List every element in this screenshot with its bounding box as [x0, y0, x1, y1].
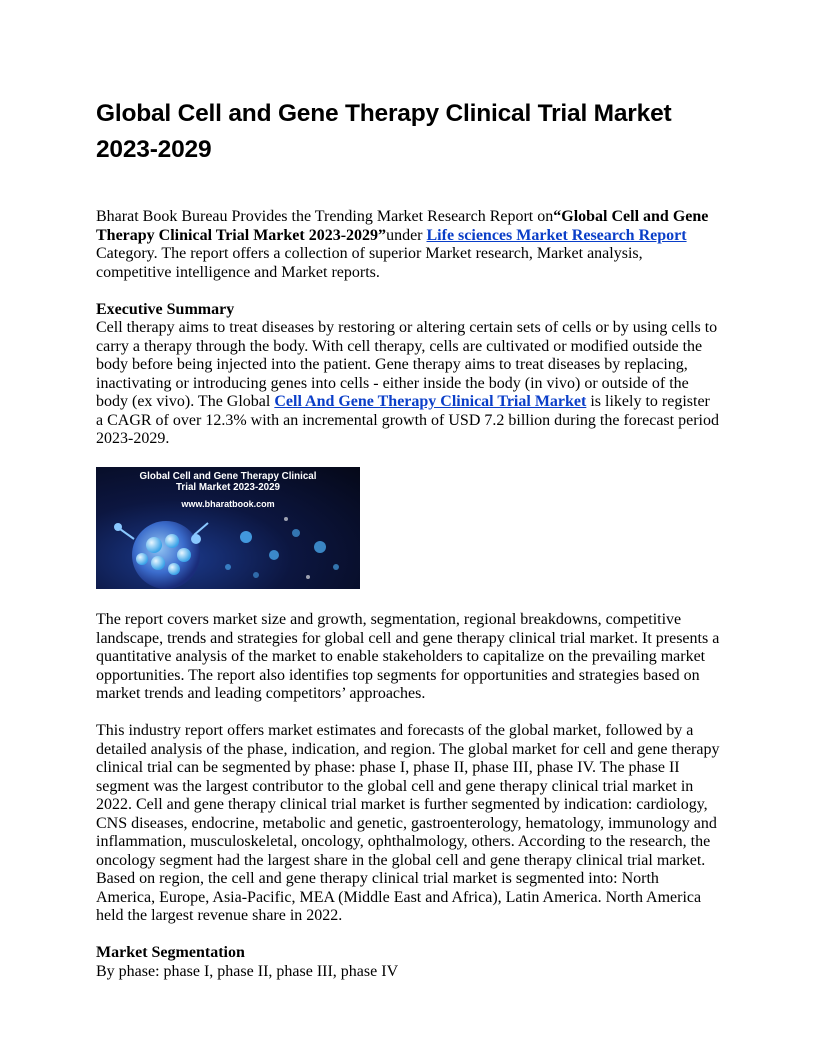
cell-gene-therapy-market-link[interactable]: Cell And Gene Therapy Clinical Trial Market: [274, 393, 587, 410]
executive-summary-text: Cell therapy aims to treat diseases by restoring or altering certain sets of cells or by using cells to carry a therapy through the body. With cell therapy, cells are cultivated or modified outside the body before being injected into the patient. Gene therapy aims to treat diseases by replacing, inactivating or introducing genes into cells - either inside the body (in vivo) or outside of the body (ex vivo). The Global: [96, 319, 718, 410]
banner-title: [96, 471, 360, 493]
banner-title-line-2: Trial Market 2023-2029: [175, 482, 281, 493]
intro-text: Bharat Book Bureau Provides the Trending Market Research Report on: [96, 208, 554, 225]
banner-title-line-1: Global Cell and Gene Therapy Clinical: [139, 471, 317, 482]
intro-report-name: “Global Cell and Gene Therapy Clinical Trial Market 2023-2029”: [96, 208, 709, 244]
by-phase-text: By phase: phase I, phase II, phase III, phase IV: [96, 962, 399, 980]
life-sciences-report-link[interactable]: Life sciences Market Research Report: [426, 226, 687, 244]
page-title: Global Cell and Gene Therapy Clinical Trial Market 2023-2029: [96, 100, 672, 163]
market-segmentation-heading: Market Segmentation: [96, 944, 245, 961]
executive-summary-cagr-text: is likely to register a CAGR of over 12.3% with an incremental growth of USD 7.2 billion during the forecast period 2023-2029.: [96, 393, 719, 447]
report-banner-image: [96, 467, 360, 589]
executive-summary-heading: Executive Summary: [96, 300, 235, 318]
intro-under-text: under: [386, 226, 427, 244]
industry-paragraph: This industry report offers market estimates and forecasts of the global market, followed by a detailed analysis of the phase, indication, and region. The global market for cell and gene therapy clinical trial can be segmented by phase: phase I, phase II, phase III, phase IV. The phase II segment was the largest contributor to the global cell and gene therapy clinical trial market in 2022. Cell and gene therapy clinical trial market is further segmented by indication: cardiology, CNS diseases, endocrine, metabolic and genetic, gastroenterology, hematology, immunology and inflammation, musculoskeletal, oncology, ophthalmology, others. According to the research, the oncology segment had the largest share in the global cell and gene therapy clinical trial market. Based on region, the cell and gene therapy clinical trial market is segmented into: North America, Europe, Asia-Pacific, MEA (Middle East and Africa), Latin America. North America held the largest revenue share in 2022.: [96, 722, 720, 924]
banner-url: www.bharatbook.com: [181, 499, 275, 509]
executive-summary-paragraph: [96, 319, 720, 449]
document-page: [96, 96, 720, 981]
intro-paragraph: [96, 208, 720, 282]
intro-category-text: Category. The report offers a collection of superior Market research, Market analysis, competitive intelligence and Market reports.: [96, 245, 643, 281]
coverage-paragraph: The report covers market size and growth, segmentation, regional breakdowns, competitive landscape, trends and strategies for global cell and gene therapy clinical trial market. It presents a quantitative analysis of the market to enable stakeholders to capitalize on the prevailing market opportunities. The report also identifies top segments for opportunities and strategies based on market trends and leading competitors’ approaches.: [96, 611, 720, 702]
